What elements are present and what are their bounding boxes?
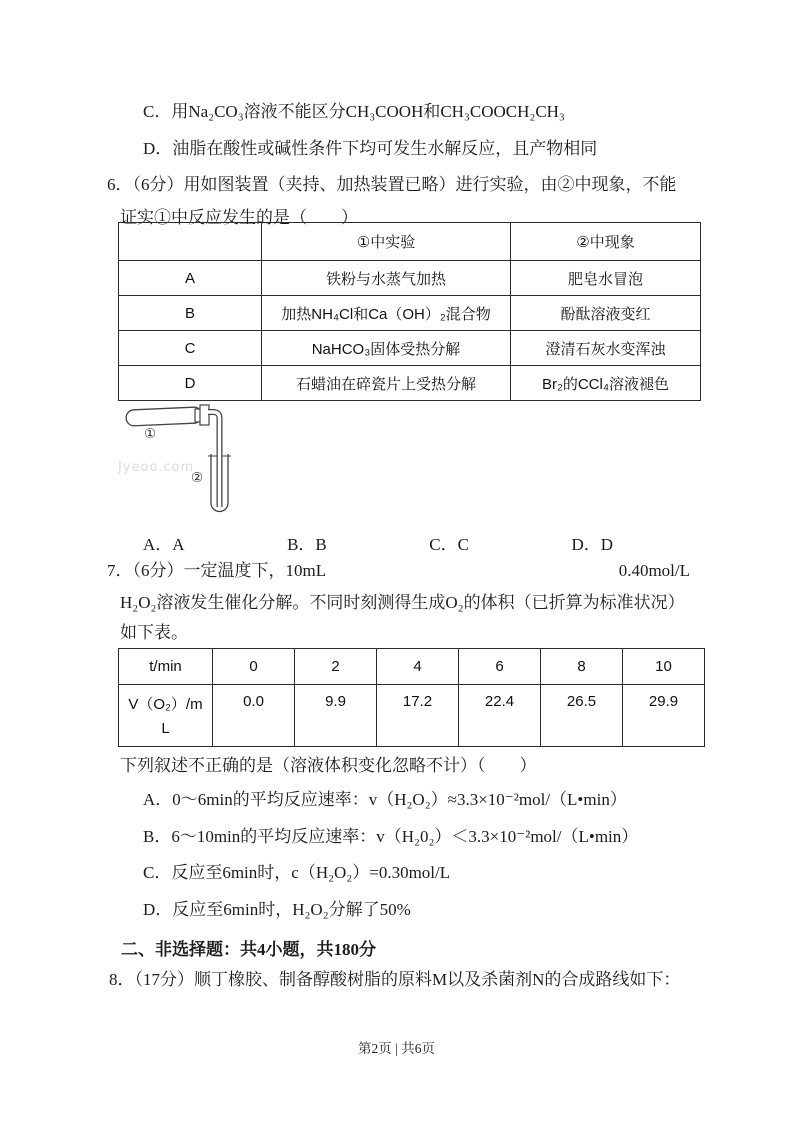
q8-stem-line1: 8．（17分）顺丁橡胶、制备醇酸树脂的原料M以及杀菌剂N的合成路线如下：	[109, 970, 681, 989]
row-experiment: 石蜡油在碎瓷片上受热分解	[262, 366, 511, 401]
q6-answer-a: A．A	[143, 535, 185, 554]
section2-heading: 二、非选择题：共4小题，共180分	[121, 940, 376, 959]
watermark-text: Jyeoo.com	[118, 460, 195, 475]
q6-experiment-table	[118, 222, 701, 401]
table-row	[119, 366, 701, 401]
header-cell-experiment: ①中实验	[262, 223, 511, 261]
q7-stem-line1	[107, 560, 690, 581]
q7-stem-left: 7．（6分）一定温度下，10mL	[107, 561, 327, 580]
q6-stem-line1: 6．（6分）用如图装置（夹持、加热装置已略）进行实验，由②中现象，不能	[107, 175, 677, 194]
q7-stem-right: 0.40mol/L	[618, 561, 690, 580]
volume-cell: 9.9	[295, 685, 377, 747]
volume-label-line2: L	[161, 720, 170, 737]
q7-option-a: A．0～6min的平均反应速率：v（H₂O₂）≈3.3×10⁻²mol/（L•min）	[143, 790, 627, 809]
row-option-label: B	[119, 296, 262, 331]
q6-stem-line2: 证实①中反应发生的是（ ）	[120, 208, 358, 227]
q7-option-c: C．反应至6min时，c（H₂O₂）=0.30mol/L	[143, 863, 451, 882]
row-option-label: D	[119, 366, 262, 401]
volume-row	[119, 685, 705, 747]
table-row	[119, 296, 701, 331]
time-label-cell: t/min	[119, 649, 213, 685]
time-cell: 4	[377, 649, 459, 685]
q6-answer-row	[143, 530, 613, 555]
volume-cell: 29.9	[623, 685, 705, 747]
apparatus-diagram	[98, 398, 238, 524]
row-experiment: 铁粉与水蒸气加热	[262, 261, 511, 296]
row-option-label: C	[119, 331, 262, 366]
time-cell: 8	[541, 649, 623, 685]
header-cell-blank	[119, 223, 262, 261]
volume-label-cell	[119, 685, 213, 747]
volume-cell: 17.2	[377, 685, 459, 747]
q7-stem-line2: H₂O₂溶液发生催化分解。不同时刻测得生成O₂的体积（已折算为标准状况）	[120, 593, 685, 612]
q6-answer-d: D．D	[571, 535, 613, 554]
row-phenomenon: 澄清石灰水变浑浊	[511, 331, 701, 366]
table-row	[119, 261, 701, 296]
test-tube-1	[126, 407, 203, 426]
tube1-label: ①	[144, 426, 157, 442]
row-experiment: 加热NH₄Cl和Ca（OH）₂混合物	[262, 296, 511, 331]
row-phenomenon: Br₂的CCl₄溶液褪色	[511, 366, 701, 401]
volume-cell: 26.5	[541, 685, 623, 747]
page-footer: 第2页 | 共6页	[358, 1041, 435, 1056]
tube2-label: ②	[191, 470, 204, 486]
delivery-tube	[208, 412, 220, 507]
q7-stem-line3: 如下表。	[120, 623, 188, 642]
table-row	[119, 331, 701, 366]
prev-option-c: C．用Na₂CO₃溶液不能区分CH₃COOH和CH₃COOCH₂CH₃	[143, 102, 565, 121]
row-phenomenon: 肥皂水冒泡	[511, 261, 701, 296]
volume-cell: 22.4	[459, 685, 541, 747]
header-cell-phenomenon: ②中现象	[511, 223, 701, 261]
time-cell: 0	[213, 649, 295, 685]
prev-option-d: D．油脂在酸性或碱性条件下均可发生水解反应，且产物相同	[143, 139, 598, 158]
table-header-row	[119, 223, 701, 261]
q6-answer-c: C．C	[429, 535, 469, 554]
row-experiment: NaHCO₃固体受热分解	[262, 331, 511, 366]
q7-data-table	[118, 648, 705, 747]
volume-label-line1: V（O₂）/m	[128, 696, 203, 713]
row-option-label: A	[119, 261, 262, 296]
stopper-outer	[200, 405, 209, 425]
time-cell: 6	[459, 649, 541, 685]
q7-option-d: D．反应至6min时，H₂O₂分解了50%	[143, 900, 411, 919]
time-row	[119, 649, 705, 685]
time-cell: 10	[623, 649, 705, 685]
row-phenomenon: 酚酞溶液变红	[511, 296, 701, 331]
q6-answer-b: B．B	[287, 535, 327, 554]
q7-stem-line4: 下列叙述不正确的是（溶液体积变化忽略不计）（ ）	[120, 756, 537, 775]
q7-option-b: B．6～10min的平均反应速率：v（H₂0₂）＜3.3×10⁻²mol/（L•min）	[143, 827, 639, 846]
volume-cell: 0.0	[213, 685, 295, 747]
time-cell: 2	[295, 649, 377, 685]
